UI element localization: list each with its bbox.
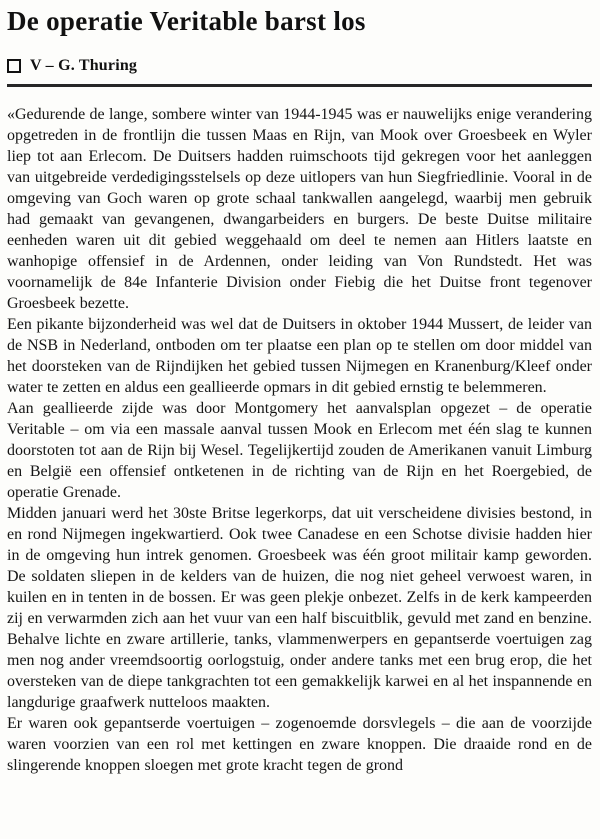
article-paragraph: Een pikante bijzonderheid was wel dat de Duitsers in oktober 1944 Mussert, de leider van de NSB in Nederland, ontboden om ter plaatse een plan op te stellen om door middel van het doorsteken van de Rijndijken het gebied tussen Nijmegen en Kranenburg/Kleef onder water te zetten en aldus een geallieerde opmars in dit gebied ernstig te belemmeren.: [7, 316, 592, 397]
article-body: [7, 104, 592, 776]
article-paragraph: Er waren ook gepantserde voertuigen – zogenoemde dorsvlegels – die aan de voorzijde waren voorzien van een rol met kettingen en zware knoppen. Die draaide rond en de slingerende knoppen sloegen met grote kracht tegen de grond: [7, 715, 592, 775]
article-title: De operatie Veritable barst los: [7, 6, 366, 36]
header-rule-divider: [7, 84, 592, 87]
article-paragraph: Midden januari werd het 30ste Britse legerkorps, dat uit verscheidene divisies bestond, in en rond Nijmegen ingekwartierd. Ook twee Canadese en een Schotse divisie hadden hier in de omgeving hun intrek genomen. Groesbeek was één groot militair kamp geworden. De soldaten sliepen in de kelders van de huizen, die nog niet geheel verwoest waren, in kuilen en in tenten in de bossen. Er was geen plekje onbezet. Zelfs in de kerk kampeerden zij en verwarmden zich aan het vuur van een half biscuitblik, gevuld met zand en benzine. Behalve lichte en zware artillerie, tanks, vlammenwerpers en gepantserde voertuigen zag men nog ander vreemdsoortig oorlogstuig, onder andere tanks met een brug erop, die het oversteken van de diepe tankgrachten tot een gemakkelijk karwei en al het inspannende en langdurige graafwerk nutteloos maakten.: [7, 505, 592, 712]
byline: [7, 57, 592, 75]
article-paragraph: Aan geallieerde zijde was door Montgomery het aanvalsplan opgezet – de operatie Veritable – om via een massale aanval tussen Mook en Erlecom met één slag te kunnen doorstoten tot aan de Rijn bij Wesel. Tegelijkertijd zouden de Amerikanen vanuit Limburg en België een offensief ontketenen in de richting van de Rijn en het Roergebied, de operatie Grenade.: [7, 400, 592, 502]
byline-author: V – G. Thuring: [30, 57, 138, 75]
article-paragraph: «Gedurende de lange, sombere winter van 1944-1945 was er nauwelijks enige verandering opgetreden in de frontlijn die tussen Maas en Rijn, van Mook over Groesbeek en Wyler liep tot aan Erlecom. De Duitsers hadden ruimschoots tijd gekregen voor het aanleggen van uitgebreide verdedigingsstelsels op deze uitlopers van hun Siegfriedlinie. Vooral in de omgeving van Goch waren op grote schaal tankwallen aangelegd, waarbij men gebruik had gemaakt van gevangenen, dwangarbeiders en burgers. De beste Duitse militaire eenheden waren uit dit gebied weggehaald om deel te nemen aan Hitlers laatste en wanhopige offensief in de Ardennen, onder leiding van Von Rundstedt. Het was voornamelijk de 84e Infanterie Division onder Fiebig die het Duitse front tegenover Groesbeek bezette.: [7, 106, 592, 313]
open-square-icon: [7, 59, 21, 73]
